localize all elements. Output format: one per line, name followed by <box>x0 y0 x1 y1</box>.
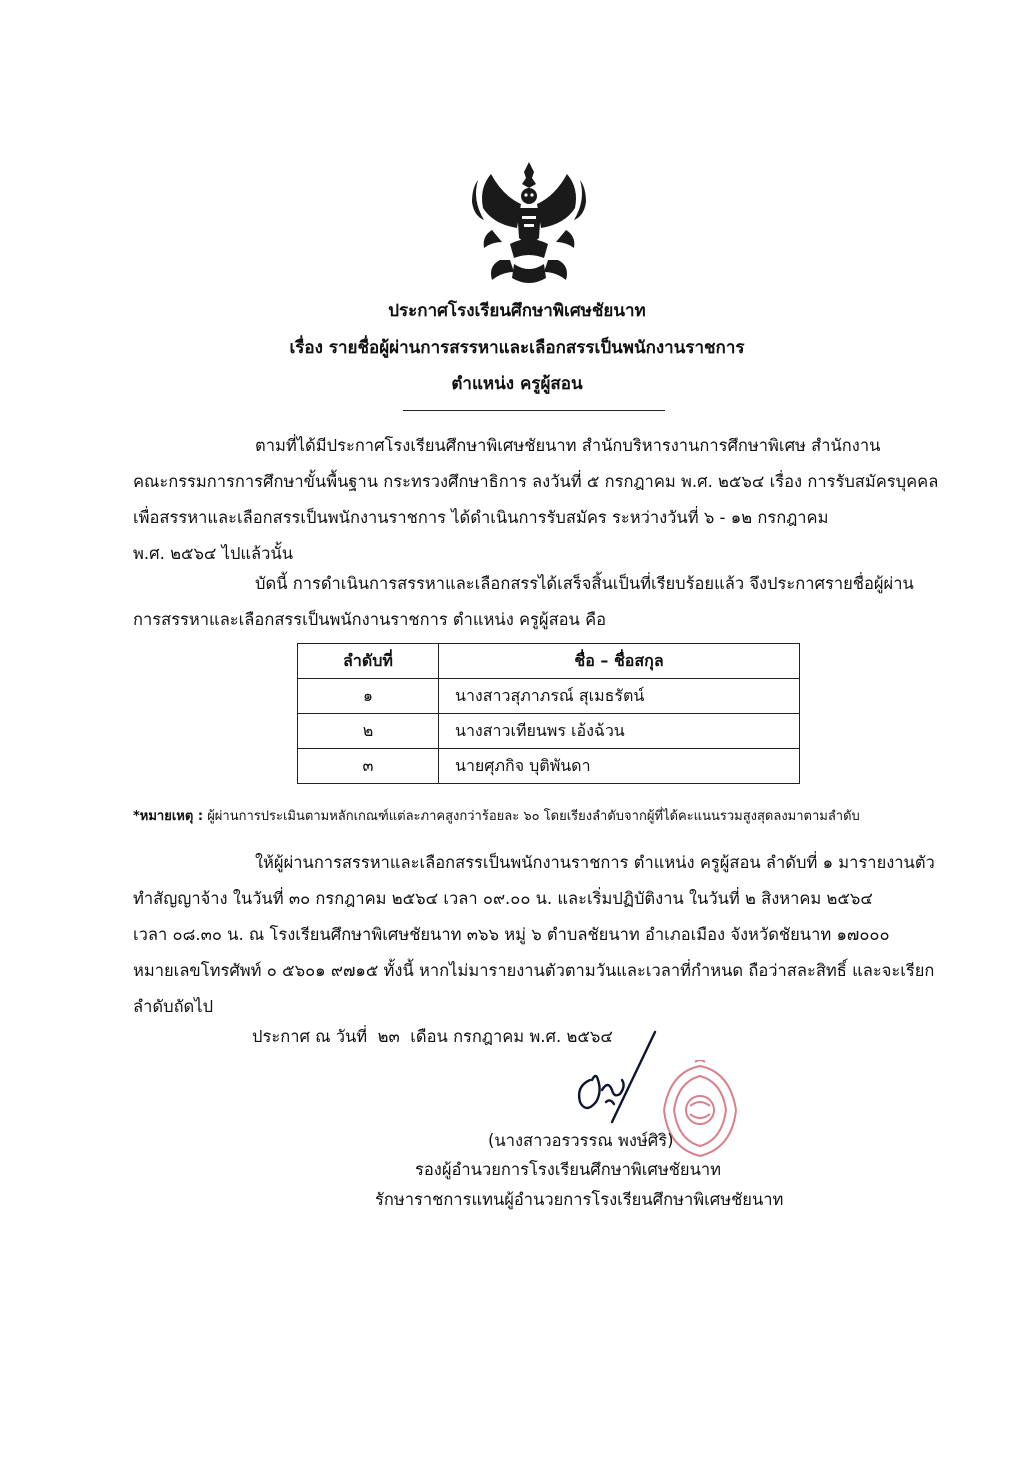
remark-label: *หมายเหตุ : <box>133 809 204 824</box>
paragraph-line: ให้ผู้ผ่านการสรรหาและเลือกสรรเป็นพนักงานราชการ ตำแหน่ง ครูผู้สอน ลำดับที่ ๑ มารายงานตัว <box>255 853 935 872</box>
name-cell: นางสาวสุภาภรณ์ สุเมธรัตน์ <box>439 679 800 714</box>
rank-cell: ๑ <box>298 679 439 714</box>
name-cell: นางสาวเทียนพร เอ้งฉ้วน <box>439 714 800 749</box>
paragraph-line: ตามที่ได้มีประกาศโรงเรียนศึกษาพิเศษชัยนาท สำนักบริหารงานการศึกษาพิเศษ สำนักงาน <box>255 436 881 455</box>
signer-acting-position: รักษาราชการแทนผู้อำนวยการโรงเรียนศึกษาพิเศษชัยนาท <box>375 1190 784 1209</box>
table-header-row <box>298 644 800 679</box>
table-row <box>298 714 800 749</box>
paragraph-line: พ.ศ. ๒๕๖๔ ไปแล้วนั้น <box>133 544 293 563</box>
announcement-date: ประกาศ ณ วันที่ ๒๓ เดือน กรกฎาคม พ.ศ. ๒๕๖๔ <box>252 1027 613 1046</box>
paragraph-line: หมายเลขโทรศัพท์ ๐ ๕๖๐๑ ๙๗๑๕ ทั้งนี้ หากไม่มารายงานตัวตามวันและเวลาที่กำหนด ถือว่าสละสิทธิ์ และจะเรียก <box>133 961 935 980</box>
candidate-table <box>297 643 800 784</box>
announcement-subject: เรื่อง รายชื่อผู้ผ่านการสรรหาและเลือกสรรเป็นพนักงานราชการ <box>289 338 745 358</box>
signer-name: (นางสาวอรวรรณ พงษ์ศิริ) <box>488 1131 674 1150</box>
paragraph-result <box>133 566 943 638</box>
paragraph-line: คณะกรรมการการศึกษาขั้นพื้นฐาน กระทรวงศึกษาธิการ ลงวันที่ ๕ กรกฎาคม พ.ศ. ๒๕๖๔ เรื่อง การรับสมัครบุคคล <box>133 472 939 491</box>
paragraph-line: ลำดับถัดไป <box>133 997 214 1016</box>
handwritten-signature <box>560 1030 670 1125</box>
garuda-emblem-icon <box>470 160 588 288</box>
rank-cell: ๒ <box>298 714 439 749</box>
paragraph-line: ทำสัญญาจ้าง ในวันที่ ๓๐ กรกฎาคม ๒๕๖๔ เวลา ๐๙.๐๐ น. และเริ่มปฏิบัติงาน ในวันที่ ๒ สิงหาคม ๒๕๖๔ <box>133 889 873 908</box>
paragraph-line: เพื่อสรรหาและเลือกสรรเป็นพนักงานราชการ ได้ดำเนินการรับสมัคร ระหว่างวันที่ ๖ - ๑๒ กรกฎาคม <box>133 508 829 527</box>
signer-position: รองผู้อำนวยการโรงเรียนศึกษาพิเศษชัยนาท <box>415 1160 721 1179</box>
remark-note <box>133 805 953 826</box>
table-row <box>298 679 800 714</box>
announcement-title: ประกาศโรงเรียนศึกษาพิเศษชัยนาท <box>388 301 646 321</box>
paragraph-line: บัดนี้ การดำเนินการสรรหาและเลือกสรรได้เสร็จสิ้นเป็นที่เรียบร้อยแล้ว จึงประกาศรายชื่อผู้ผ่าน <box>255 574 914 593</box>
title-divider <box>403 410 665 411</box>
table-row <box>298 749 800 784</box>
announcement-position: ตำแหน่ง ครูผู้สอน <box>451 374 583 394</box>
rank-cell: ๓ <box>298 749 439 784</box>
column-header-name: ชื่อ – ชื่อสกุล <box>439 644 800 679</box>
paragraph-background <box>133 428 943 572</box>
paragraph-line: การสรรหาและเลือกสรรเป็นพนักงานราชการ ตำแหน่ง ครูผู้สอน คือ <box>133 610 607 629</box>
remark-text: ผู้ผ่านการประเมินตามหลักเกณฑ์แต่ละภาคสูงกว่าร้อยละ ๖๐ โดยเรียงลำดับจากผู้ที่ได้คะแนนรวมสูงสุดลงมาตามลำดับ <box>207 809 860 824</box>
column-header-rank: ลำดับที่ <box>298 644 439 679</box>
name-cell: นายศุภกิจ บุติพันดา <box>439 749 800 784</box>
paragraph-instructions <box>133 845 943 1025</box>
paragraph-line: เวลา ๐๘.๓๐ น. ณ โรงเรียนศึกษาพิเศษชัยนาท ๓๖๖ หมู่ ๖ ตำบลชัยนาท อำเภอเมือง จังหวัดชัยนาท ๑๗๐๐๐ <box>133 925 890 944</box>
